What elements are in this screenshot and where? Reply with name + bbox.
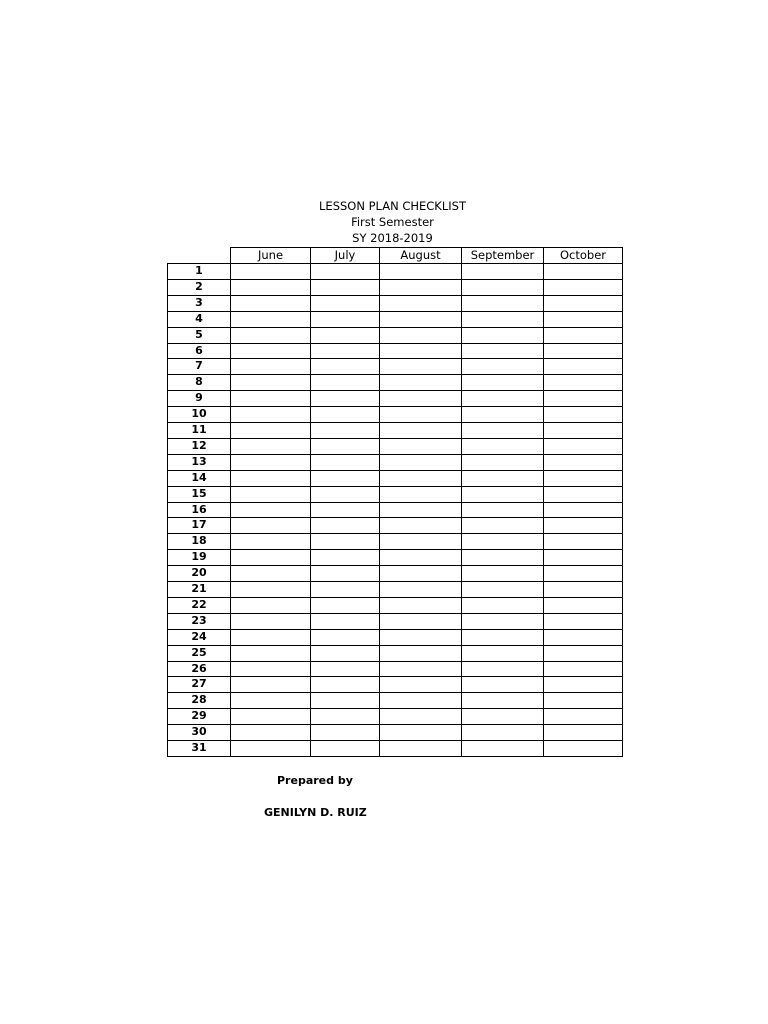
checklist-cell [310, 613, 380, 630]
checklist-cell [379, 629, 462, 646]
checklist-cell [230, 533, 311, 550]
checklist-cell [230, 565, 311, 582]
day-number-cell: 7 [167, 358, 231, 375]
day-number-cell: 18 [167, 533, 231, 550]
prepared-by-label: Prepared by [277, 774, 353, 787]
checklist-cell [230, 645, 311, 662]
checklist-cell [379, 676, 462, 693]
checklist-cell [230, 740, 311, 757]
checklist-cell [461, 676, 544, 693]
checklist-cell [379, 645, 462, 662]
checklist-cell [543, 454, 623, 471]
checklist-cell [461, 533, 544, 550]
day-number-cell: 11 [167, 422, 231, 439]
day-number-cell: 30 [167, 724, 231, 741]
checklist-cell [379, 502, 462, 518]
checklist-cell [543, 708, 623, 725]
checklist-cell [543, 724, 623, 741]
checklist-cell [543, 533, 623, 550]
checklist-cell [230, 629, 311, 646]
checklist-cell [310, 295, 380, 312]
checklist-cell [379, 549, 462, 566]
checklist-cell [461, 724, 544, 741]
school-year-label: SY 2018-2019 [352, 231, 433, 245]
day-number-cell: 24 [167, 629, 231, 646]
checklist-cell [230, 597, 311, 614]
checklist-cell [310, 454, 380, 471]
day-number-cell: 2 [167, 279, 231, 296]
checklist-cell [379, 708, 462, 725]
checklist-cell [543, 343, 623, 359]
checklist-cell [310, 470, 380, 487]
day-number-cell: 31 [167, 740, 231, 757]
checklist-cell [543, 486, 623, 503]
checklist-cell [379, 692, 462, 709]
checklist-cell [230, 295, 311, 312]
checklist-cell [379, 724, 462, 741]
checklist-cell [230, 470, 311, 487]
checklist-cell [543, 263, 623, 280]
checklist-cell [543, 422, 623, 439]
checklist-cell [310, 327, 380, 344]
checklist-cell [461, 708, 544, 725]
day-number-cell: 14 [167, 470, 231, 487]
checklist-cell [230, 581, 311, 598]
checklist-cell [543, 311, 623, 328]
checklist-cell [461, 661, 544, 677]
checklist-cell [379, 486, 462, 503]
checklist-cell [543, 565, 623, 582]
checklist-cell [379, 470, 462, 487]
checklist-cell [379, 358, 462, 375]
checklist-cell [379, 263, 462, 280]
checklist-cell [543, 374, 623, 391]
month-header-october: October [543, 247, 623, 264]
day-number-cell: 3 [167, 295, 231, 312]
checklist-cell [230, 374, 311, 391]
checklist-cell [379, 406, 462, 423]
checklist-cell [379, 390, 462, 407]
checklist-cell [543, 692, 623, 709]
checklist-cell [379, 295, 462, 312]
checklist-cell [310, 438, 380, 455]
checklist-cell [461, 438, 544, 455]
checklist-cell [461, 406, 544, 423]
checklist-cell [461, 374, 544, 391]
day-number-cell: 6 [167, 343, 231, 359]
checklist-cell [310, 708, 380, 725]
month-header-july: July [310, 247, 380, 264]
checklist-cell [543, 613, 623, 630]
checklist-cell [461, 422, 544, 439]
checklist-cell [379, 613, 462, 630]
checklist-cell [543, 406, 623, 423]
checklist-cell [461, 486, 544, 503]
month-header-september: September [461, 247, 544, 264]
checklist-cell [310, 661, 380, 677]
checklist-cell [461, 740, 544, 757]
checklist-cell [461, 629, 544, 646]
checklist-cell [543, 740, 623, 757]
checklist-cell [379, 533, 462, 550]
checklist-cell [379, 279, 462, 296]
day-number-cell: 21 [167, 581, 231, 598]
day-number-cell: 17 [167, 517, 231, 534]
checklist-cell [230, 422, 311, 439]
checklist-cell [543, 358, 623, 375]
semester-label: First Semester [351, 215, 434, 229]
checklist-cell [379, 374, 462, 391]
checklist-cell [230, 390, 311, 407]
day-number-cell: 16 [167, 502, 231, 518]
checklist-cell [379, 422, 462, 439]
checklist-cell [543, 676, 623, 693]
day-number-cell: 25 [167, 645, 231, 662]
checklist-cell [461, 454, 544, 471]
checklist-cell [379, 438, 462, 455]
day-number-cell: 23 [167, 613, 231, 630]
checklist-cell [461, 517, 544, 534]
checklist-cell [230, 454, 311, 471]
checklist-cell [310, 565, 380, 582]
checklist-cell [310, 374, 380, 391]
day-number-cell: 22 [167, 597, 231, 614]
checklist-cell [461, 295, 544, 312]
checklist-cell [230, 661, 311, 677]
day-number-cell: 9 [167, 390, 231, 407]
checklist-cell [310, 724, 380, 741]
day-number-cell: 28 [167, 692, 231, 709]
checklist-cell [310, 358, 380, 375]
checklist-cell [543, 629, 623, 646]
checklist-cell [461, 692, 544, 709]
checklist-cell [379, 327, 462, 344]
checklist-cell [543, 390, 623, 407]
day-number-cell: 15 [167, 486, 231, 503]
day-number-cell: 12 [167, 438, 231, 455]
checklist-cell [379, 740, 462, 757]
checklist-cell [230, 692, 311, 709]
checklist-cell [543, 517, 623, 534]
checklist-cell [310, 692, 380, 709]
checklist-cell [310, 581, 380, 598]
month-header-june: June [230, 247, 311, 264]
checklist-cell [230, 613, 311, 630]
checklist-cell [461, 358, 544, 375]
checklist-cell [310, 549, 380, 566]
checklist-cell [310, 486, 380, 503]
day-number-cell: 19 [167, 549, 231, 566]
checklist-cell [310, 740, 380, 757]
checklist-cell [461, 597, 544, 614]
checklist-cell [461, 581, 544, 598]
checklist-cell [230, 724, 311, 741]
checklist-cell [310, 645, 380, 662]
day-number-cell: 10 [167, 406, 231, 423]
checklist-cell [543, 645, 623, 662]
checklist-cell [543, 279, 623, 296]
checklist-cell [461, 645, 544, 662]
day-number-cell: 13 [167, 454, 231, 471]
checklist-cell [543, 581, 623, 598]
checklist-cell [543, 502, 623, 518]
checklist-cell [230, 279, 311, 296]
checklist-cell [543, 327, 623, 344]
checklist-cell [230, 263, 311, 280]
checklist-cell [461, 470, 544, 487]
checklist-cell [379, 517, 462, 534]
checklist-cell [230, 343, 311, 359]
checklist-cell [310, 517, 380, 534]
checklist-cell [543, 295, 623, 312]
checklist-cell [310, 533, 380, 550]
checklist-cell [230, 502, 311, 518]
day-number-cell: 4 [167, 311, 231, 328]
checklist-cell [379, 311, 462, 328]
checklist-cell [310, 390, 380, 407]
checklist-cell [379, 343, 462, 359]
checklist-cell [310, 629, 380, 646]
checklist-cell [310, 406, 380, 423]
checklist-cell [230, 708, 311, 725]
checklist-cell [230, 358, 311, 375]
checklist-cell [461, 263, 544, 280]
day-number-cell: 8 [167, 374, 231, 391]
checklist-cell [379, 661, 462, 677]
checklist-cell [379, 565, 462, 582]
checklist-cell [310, 263, 380, 280]
checklist-cell [461, 565, 544, 582]
checklist-cell [461, 502, 544, 518]
checklist-cell [379, 597, 462, 614]
checklist-cell [543, 597, 623, 614]
checklist-cell [310, 343, 380, 359]
checklist-cell [230, 517, 311, 534]
month-header-august: August [379, 247, 462, 264]
day-number-cell: 29 [167, 708, 231, 725]
day-number-cell: 5 [167, 327, 231, 344]
checklist-cell [543, 549, 623, 566]
signer-name: GENILYN D. RUIZ [264, 806, 367, 819]
document-title: LESSON PLAN CHECKLIST [319, 199, 466, 213]
checklist-cell [461, 343, 544, 359]
checklist-cell [310, 311, 380, 328]
checklist-cell [230, 327, 311, 344]
checklist-cell [543, 661, 623, 677]
checklist-cell [461, 549, 544, 566]
checklist-cell [543, 438, 623, 455]
checklist-cell [310, 597, 380, 614]
checklist-cell [379, 581, 462, 598]
checklist-cell [461, 613, 544, 630]
checklist-cell [230, 311, 311, 328]
checklist-cell [230, 549, 311, 566]
checklist-cell [543, 470, 623, 487]
checklist-cell [461, 327, 544, 344]
day-number-cell: 26 [167, 661, 231, 677]
checklist-cell [310, 676, 380, 693]
checklist-cell [310, 502, 380, 518]
checklist-cell [310, 422, 380, 439]
checklist-cell [379, 454, 462, 471]
day-number-cell: 20 [167, 565, 231, 582]
day-number-cell: 27 [167, 676, 231, 693]
checklist-cell [230, 406, 311, 423]
checklist-cell [461, 311, 544, 328]
checklist-cell [461, 390, 544, 407]
day-number-cell: 1 [167, 263, 231, 280]
checklist-cell [230, 486, 311, 503]
checklist-cell [461, 279, 544, 296]
checklist-cell [230, 676, 311, 693]
checklist-cell [310, 279, 380, 296]
checklist-cell [230, 438, 311, 455]
